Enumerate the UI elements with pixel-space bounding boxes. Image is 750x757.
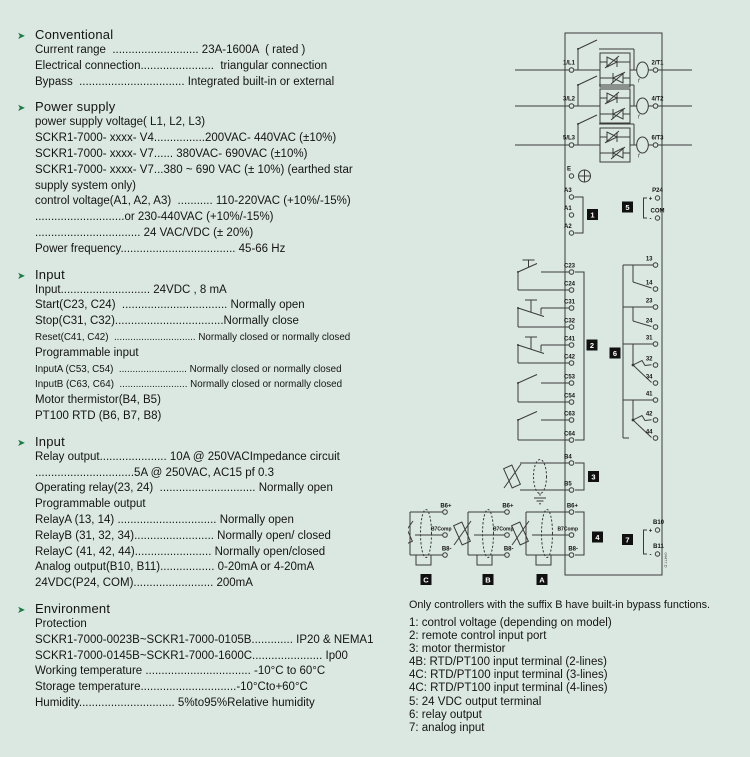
callout-7-badge	[622, 534, 633, 545]
svg-text:2: 2	[589, 340, 595, 350]
section-title: Input	[35, 266, 65, 282]
spec-section-input-control	[17, 266, 417, 425]
terminal-label: B4	[564, 454, 572, 461]
polarity-plus-label: +	[648, 528, 653, 535]
terminal-label: 32	[645, 356, 653, 363]
terminal-label: 14	[645, 280, 653, 287]
ct-label: f	[638, 114, 640, 121]
spec-line: ................................. 24 VAC/VDC (± 20%)	[35, 226, 254, 239]
spec-line: Protection	[35, 617, 87, 630]
svg-text:1: 1	[590, 210, 595, 220]
diagram-legend	[409, 598, 749, 735]
spec-line: Input............................ 24VDC , 8 mA	[35, 283, 227, 296]
spec-line: Relay output..................... 10A @ 250VACImpedance circuit	[35, 450, 340, 463]
terminal-label: 42	[645, 411, 653, 418]
spec-line: SCKR1-7000-0023B~SCKR1-7000-0105B............. IP20 & NEMA1	[35, 633, 374, 646]
terminal-label: B7Comp	[430, 526, 452, 533]
spec-line: InputA (C53, C54) ......................... Normally closed or normally closed	[35, 363, 342, 375]
terminal-label: B6+	[566, 503, 578, 510]
terminal-label: 1/L1	[562, 60, 576, 67]
svg-text:4: 4	[595, 532, 600, 542]
terminal-label: B5	[564, 481, 572, 488]
terminal-label: B7Comp	[557, 526, 578, 533]
input-a-switch-symbol	[517, 375, 569, 403]
terminal-label: B10	[652, 520, 665, 526]
terminal-label: 2/T1	[651, 60, 664, 67]
input-b-switch-symbol	[517, 412, 569, 441]
svg-text:7: 7	[625, 535, 630, 545]
spec-line: Operating relay(23, 24) .............................. Normally open	[35, 482, 333, 495]
terminal-label: C42	[564, 354, 576, 361]
spec-line: InputB (C63, C64) ......................... Normally closed or normally closed	[35, 379, 343, 391]
spec-line: Working temperature ................................. -10°C to 60°C	[35, 665, 326, 678]
legend-item: 5: 24 VDC output terminal	[409, 695, 542, 708]
terminal-label: C53	[564, 374, 576, 381]
legend-item: 1: control voltage (depending on model)	[409, 617, 612, 629]
polarity-plus-label: +	[648, 196, 653, 203]
section-arrow-icon: ➤	[17, 437, 26, 449]
terminal-label: A3	[564, 188, 572, 194]
section-header	[17, 600, 417, 617]
terminal-label: 13	[645, 256, 653, 263]
spec-line: Power frequency.................................... 45-66 Hz	[35, 242, 286, 255]
terminal-label: B8-	[441, 546, 452, 553]
motor-thermistor-terminals	[504, 455, 584, 504]
terminal-label: P24	[652, 188, 663, 194]
terminal-label: B7Comp	[492, 526, 514, 533]
terminal-label: E	[566, 166, 572, 173]
legend-item: 7: analog input	[409, 721, 485, 734]
spec-line: supply system only)	[35, 179, 136, 192]
spec-line: Reset(C41, C42) .............................. Normally closed or normally closed	[35, 331, 351, 343]
relay-output-terminals	[623, 257, 658, 441]
terminal-label: 24	[645, 318, 653, 325]
rtd-group-b	[454, 504, 514, 566]
section-title: Input	[35, 433, 65, 449]
spec-line: Programmable output	[35, 498, 146, 511]
spec-line: Current range ........................... 23A-1600A ( rated )	[35, 44, 306, 56]
terminal-label: COM	[650, 208, 665, 215]
terminal-label: C54	[564, 393, 576, 400]
spec-line: ............................or 230-440VAC (+10%/-15%)	[35, 211, 274, 224]
polarity-minus-label: -	[649, 552, 652, 559]
terminal-label: A1	[564, 206, 572, 212]
svg-text:3: 3	[591, 472, 596, 482]
section-arrow-icon: ➤	[17, 31, 26, 42]
reset-button-symbol	[517, 337, 569, 363]
terminal-label: 5/L3	[562, 135, 576, 142]
spec-line: PT100 RTD (B6, B7, B8)	[35, 409, 162, 422]
terminal-label: A2	[564, 224, 572, 230]
drawing-number: 04477.D	[663, 552, 669, 568]
section-header	[17, 98, 417, 115]
callout-5-badge	[622, 202, 633, 213]
spec-section-environment	[17, 600, 417, 712]
svg-text:B: B	[485, 575, 491, 585]
terminal-label: B11	[653, 544, 664, 550]
section-arrow-icon: ➤	[17, 270, 26, 282]
legend-item: 4B: RTD/PT100 input terminal (2-lines)	[409, 656, 607, 669]
spec-line: RelayC (41, 42, 44)........................ Normally open/closed	[35, 545, 326, 558]
callout-c-badge	[421, 574, 432, 585]
control-voltage-terminals	[564, 188, 583, 235]
terminal-label: 34	[645, 374, 653, 381]
legend-item: 4C: RTD/PT100 input terminal (4-lines)	[409, 682, 608, 695]
spec-line: SCKR1-7000- xxxx- V7...... 380VAC- 690VAC (±10%)	[35, 147, 308, 160]
phase-circuit-3	[515, 115, 692, 162]
callout-4-badge	[592, 532, 603, 543]
callout-2-badge	[587, 340, 598, 351]
spec-line: SCKR1-7000- xxxx- V7...380 ~ 690 VAC (± 10%) (earthed star	[35, 163, 353, 176]
polarity-minus-label: -	[649, 216, 652, 223]
wiring-diagram	[408, 8, 748, 598]
phase-circuit-1	[515, 40, 692, 87]
callout-6-badge	[610, 348, 621, 359]
spec-line: ...............................5A @ 250VAC, AC15 pf 0.3	[35, 466, 275, 479]
section-title: Conventional	[35, 27, 114, 42]
spec-line: Storage temperature..............................-10°Cto+60°C	[35, 681, 308, 694]
terminal-label: C63	[564, 411, 576, 418]
callout-1-badge	[587, 209, 598, 220]
terminal-label: 44	[645, 429, 653, 436]
spec-line: 24VDC(P24, COM)......................... 200mA	[35, 577, 253, 590]
terminal-label: C31	[564, 299, 576, 306]
rtd-group-a	[512, 504, 584, 566]
ct-label: f	[638, 78, 640, 85]
terminal-label: C32	[564, 318, 576, 325]
analog-output-terminals	[644, 520, 665, 559]
callout-3-badge	[588, 471, 599, 482]
terminal-label: B8-	[568, 546, 578, 553]
legend-item: 6: relay output	[409, 708, 482, 721]
section-title: Power supply	[35, 99, 116, 115]
terminal-label: 23	[645, 298, 653, 305]
callout-a-badge	[537, 574, 548, 585]
terminal-label: B6+	[440, 503, 452, 510]
terminal-label: B6+	[502, 503, 514, 510]
stop-button-symbol	[517, 300, 569, 327]
rtd-group-c	[408, 504, 452, 566]
terminal-label: C24	[564, 281, 576, 288]
terminal-label: 4/T2	[651, 96, 664, 103]
terminal-label: 3/L2	[562, 96, 576, 103]
spec-line: Start(C23, C24) ................................. Normally open	[35, 299, 305, 312]
earth-terminal	[567, 167, 591, 183]
terminal-label: 6/T3	[651, 135, 664, 142]
spec-section-output	[17, 433, 417, 592]
dc-output-terminals	[644, 188, 665, 223]
spec-line: control voltage(A1, A2, A3) ........... 110-220VAC (+10%/-15%)	[35, 195, 351, 208]
section-header	[17, 26, 417, 43]
ct-label: f	[638, 153, 640, 160]
terminal-label: 31	[645, 335, 653, 342]
terminal-label: 41	[645, 391, 653, 398]
section-header	[17, 266, 417, 283]
spec-line: Stop(C31, C32)..................................Normally close	[35, 315, 299, 328]
spec-line: SCKR1-7000-0145B~SCKR1-7000-1600C...................... Ip00	[35, 649, 348, 662]
spec-line: Electrical connection....................... triangular connection	[35, 59, 328, 72]
section-arrow-icon: ➤	[17, 103, 26, 115]
spec-line: RelayA (13, 14) ............................... Normally open	[35, 513, 294, 526]
spec-line: RelayB (31, 32, 34)......................... Normally open/ closed	[35, 529, 331, 542]
spec-line: power supply voltage( L1, L2, L3)	[35, 116, 206, 129]
svg-text:A: A	[539, 575, 545, 585]
terminal-label: C41	[564, 336, 576, 343]
section-title: Environment	[35, 600, 111, 616]
legend-item: 2: remote control input port	[409, 630, 547, 643]
spec-column	[17, 26, 417, 720]
spec-line: Humidity.............................. 5%to95%Relative humidity	[35, 696, 315, 709]
callout-b-badge	[483, 574, 494, 585]
spec-line: SCKR1-7000- xxxx- V4................200VAC- 440VAC (±10%)	[35, 132, 337, 145]
spec-line: Programmable input	[35, 346, 139, 359]
legend-note: Only controllers with the suffix B have built-in bypass functions.	[409, 599, 711, 611]
spec-section-power-supply	[17, 98, 417, 257]
terminal-label: B8-	[503, 546, 514, 553]
legend-item: 4C: RTD/PT100 input terminal (3-lines)	[409, 669, 608, 682]
section-arrow-icon: ➤	[17, 604, 26, 616]
start-button-symbol	[517, 260, 569, 290]
terminal-label: C23	[564, 263, 576, 270]
legend-item: 3: motor thermistor	[409, 643, 506, 656]
spec-line: Analog output(B10, B11)................. 0-20mA or 4-20mA	[35, 561, 315, 574]
svg-text:5: 5	[625, 202, 630, 212]
section-header	[17, 433, 417, 450]
spec-line: Bypass ................................. Integrated built-in or external	[35, 75, 335, 88]
terminal-label: C64	[564, 431, 576, 438]
phase-circuit-2	[515, 76, 692, 123]
spec-section-conventional	[17, 26, 417, 90]
svg-text:C: C	[423, 575, 429, 585]
spec-line: Motor thermistor(B4, B5)	[35, 394, 161, 407]
svg-text:6: 6	[612, 348, 618, 358]
